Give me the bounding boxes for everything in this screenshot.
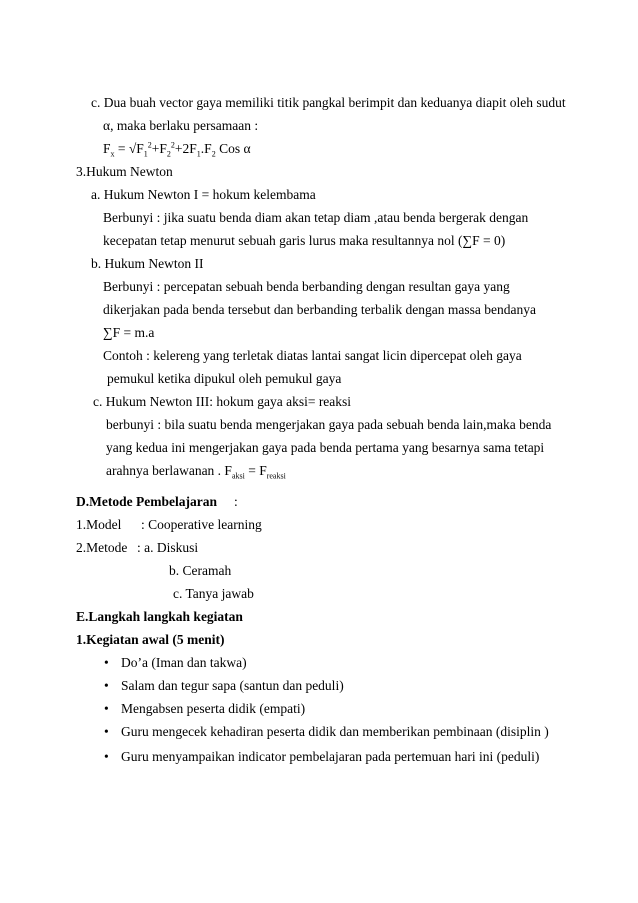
model-label: 1.Model: [76, 517, 122, 532]
newton-1-line-1: Berbunyi : jika suatu benda diam akan tetap diam ,atau benda bergerak dengan: [103, 210, 529, 225]
bullet-icon: •: [104, 749, 109, 764]
metode-heading-colon: :: [234, 494, 238, 509]
metode-item-b: b. Ceramah: [169, 563, 232, 578]
newton-heading: 3.Hukum Newton: [76, 164, 173, 179]
list-item: Salam dan tegur sapa (santun dan peduli): [121, 678, 344, 693]
metode-heading: D.Metode Pembelajaran: [76, 494, 217, 509]
model-value: : Cooperative learning: [141, 517, 262, 532]
newton-2-line-2: dikerjakan pada benda tersebut dan berbanding terbalik dengan massa bendanya: [103, 302, 536, 317]
newton-3-line-2: yang kedua ini mengerjakan gaya pada benda pertama yang besarnya sama tetapi: [106, 440, 545, 455]
list-item: Guru mengecek kehadiran peserta didik dan memberikan pembinaan (disiplin ): [121, 724, 549, 739]
list-item: Mengabsen peserta didik (empati): [121, 701, 306, 716]
newton-2-line-1: Berbunyi : percepatan sebuah benda berbanding dengan resultan gaya yang: [103, 279, 510, 294]
resultant-formula: $F_x = √F_1^2+F_2^2+2F_1.F_2$ Cos α: [103, 140, 251, 159]
langkah-heading: E.Langkah langkah kegiatan: [76, 609, 243, 624]
newton-2-example-1: Contoh : kelereng yang terletak diatas lantai sangat licin dipercepat oleh gaya: [103, 348, 522, 363]
vector-c-line-1: c. Dua buah vector gaya memiliki titik pangkal berimpit dan keduanya diapit oleh sudut: [91, 95, 566, 110]
newton-2-example-2: pemukul ketika dipukul oleh pemukul gaya: [107, 371, 342, 386]
newton-3-line-3: arahnya berlawanan . $F_{aksi} = F_{reaksi}$: [106, 463, 286, 481]
newton-3-line-1: berbunyi : bila suatu benda mengerjakan gaya pada sebuah benda lain,maka benda: [106, 417, 552, 432]
bullet-icon: •: [104, 701, 109, 716]
newton-3-title: c. Hukum Newton III: hokum gaya aksi= reaksi: [93, 394, 352, 409]
bullet-icon: •: [104, 724, 109, 739]
bullet-icon: •: [104, 678, 109, 693]
list-item: Do’a (Iman dan takwa): [121, 655, 247, 670]
metode-item-c: c. Tanya jawab: [173, 586, 254, 601]
newton-2-title: b. Hukum Newton II: [91, 256, 204, 271]
list-item: Guru menyampaikan indicator pembelajaran pada pertemuan hari ini (peduli): [121, 749, 540, 764]
kegiatan-awal-heading: 1.Kegiatan awal (5 menit): [76, 632, 225, 647]
vector-c-line-2: α, maka berlaku persamaan :: [103, 118, 259, 133]
bullet-icon: •: [104, 655, 109, 670]
newton-2-formula: ∑F = m.a: [103, 325, 155, 340]
newton-1-line-2: kecepatan tetap menurut sebuah garis lurus maka resultannya nol (∑F = 0): [103, 233, 506, 248]
newton-1-title: a. Hukum Newton I = hokum kelembama: [91, 187, 316, 202]
metode-value: : a. Diskusi: [137, 540, 199, 555]
metode-label: 2.Metode: [76, 540, 128, 555]
